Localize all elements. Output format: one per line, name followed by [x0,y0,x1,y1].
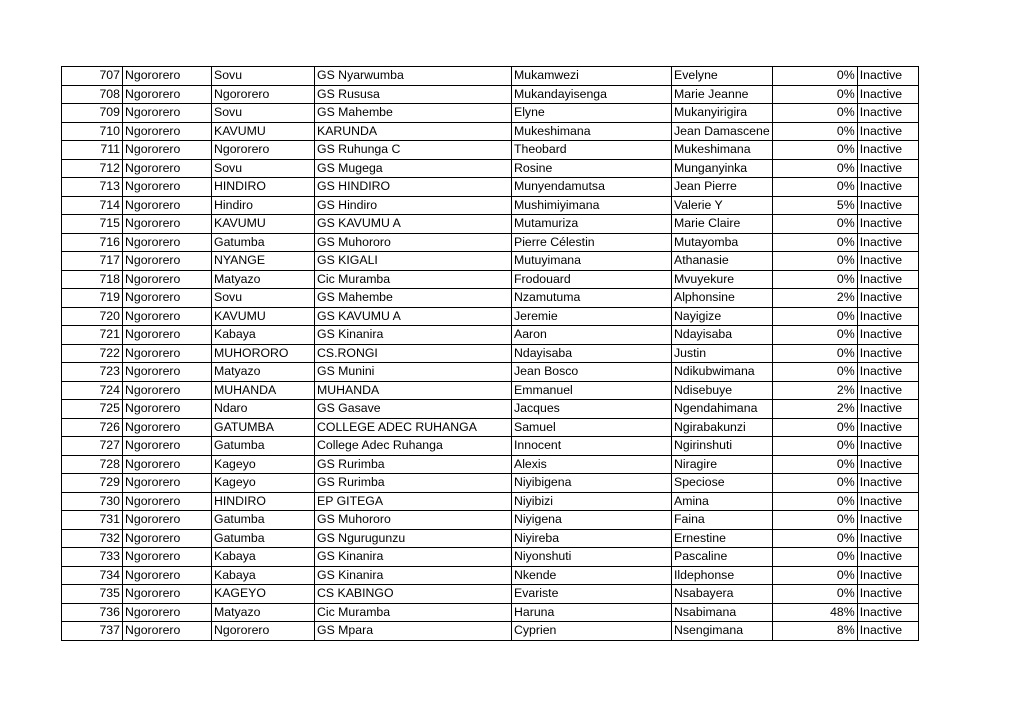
row-number-cell: 726 [62,418,123,437]
surname-cell: Aaron [512,326,672,345]
district-cell: Ngororero [123,381,212,400]
row-number-cell: 715 [62,215,123,234]
surname-cell: Niyibizi [512,492,672,511]
school-cell: Cic Muramba [315,603,512,622]
given-name-cell: Marie Claire [672,215,773,234]
given-name-cell: Ngendahimana [672,400,773,419]
given-name-cell: Jean Damascene [672,122,773,141]
school-cell: GS Muhororo [315,233,512,252]
district-cell: Ngororero [123,418,212,437]
school-cell: GS Mahembe [315,104,512,123]
given-name-cell: Speciose [672,474,773,493]
status-cell: Inactive [857,159,918,178]
progress-percent-cell: 2% [772,381,857,400]
progress-percent-cell: 0% [772,307,857,326]
district-cell: Ngororero [123,215,212,234]
school-cell: GS Hindiro [315,196,512,215]
district-cell: Ngororero [123,85,212,104]
district-cell: Ngororero [123,104,212,123]
table-row [62,344,919,363]
row-number-cell: 713 [62,178,123,197]
surname-cell: Alexis [512,455,672,474]
surname-cell: Niyonshuti [512,548,672,567]
district-cell: Ngororero [123,196,212,215]
school-cell: GS Rususa [315,85,512,104]
surname-cell: Niyibigena [512,474,672,493]
given-name-cell: Faina [672,511,773,530]
status-cell: Inactive [857,344,918,363]
given-name-cell: Alphonsine [672,289,773,308]
status-cell: Inactive [857,492,918,511]
status-cell: Inactive [857,455,918,474]
sector-cell: Gatumba [212,437,315,456]
given-name-cell: Ndikubwimana [672,363,773,382]
status-cell: Inactive [857,548,918,567]
row-number-cell: 727 [62,437,123,456]
surname-cell: Pierre Célestin [512,233,672,252]
district-cell: Ngororero [123,326,212,345]
surname-cell: Evariste [512,585,672,604]
row-number-cell: 731 [62,511,123,530]
table-row [62,418,919,437]
district-cell: Ngororero [123,122,212,141]
status-cell: Inactive [857,437,918,456]
given-name-cell: Ndisebuye [672,381,773,400]
sector-cell: Matyazo [212,270,315,289]
progress-percent-cell: 0% [772,566,857,585]
given-name-cell: Valerie Y [672,196,773,215]
progress-percent-cell: 8% [772,622,857,641]
sector-cell: Gatumba [212,529,315,548]
given-name-cell: Nsabimana [672,603,773,622]
progress-percent-cell: 0% [772,474,857,493]
district-cell: Ngororero [123,67,212,86]
sector-cell: KAGEYO [212,585,315,604]
row-number-cell: 722 [62,344,123,363]
given-name-cell: Nayigize [672,307,773,326]
district-cell: Ngororero [123,159,212,178]
status-cell: Inactive [857,529,918,548]
surname-cell: Emmanuel [512,381,672,400]
row-number-cell: 711 [62,141,123,160]
table-row [62,270,919,289]
progress-percent-cell: 0% [772,455,857,474]
progress-percent-cell: 0% [772,585,857,604]
school-cell: GS Rurimba [315,455,512,474]
surname-cell: Mukamwezi [512,67,672,86]
given-name-cell: Mukeshimana [672,141,773,160]
surname-cell: Jacques [512,400,672,419]
given-name-cell: Ngirinshuti [672,437,773,456]
progress-percent-cell: 0% [772,270,857,289]
surname-cell: Theobard [512,141,672,160]
sector-cell: Matyazo [212,603,315,622]
sector-cell: KAVUMU [212,307,315,326]
school-cell: GS Rurimba [315,474,512,493]
school-cell: GS Mpara [315,622,512,641]
status-cell: Inactive [857,178,918,197]
table-row [62,233,919,252]
row-number-cell: 735 [62,585,123,604]
progress-percent-cell: 0% [772,178,857,197]
given-name-cell: Mutayomba [672,233,773,252]
surname-cell: Mukandayisenga [512,85,672,104]
progress-percent-cell: 0% [772,492,857,511]
status-cell: Inactive [857,215,918,234]
district-cell: Ngororero [123,603,212,622]
table-row [62,381,919,400]
table-row [62,122,919,141]
table-row [62,141,919,160]
status-cell: Inactive [857,566,918,585]
given-name-cell: Niragire [672,455,773,474]
district-cell: Ngororero [123,511,212,530]
sector-cell: Kageyo [212,455,315,474]
surname-cell: Mushimiyimana [512,196,672,215]
district-cell: Ngororero [123,363,212,382]
sector-cell: Sovu [212,104,315,123]
sector-cell: GATUMBA [212,418,315,437]
district-cell: Ngororero [123,344,212,363]
table-row [62,178,919,197]
district-cell: Ngororero [123,529,212,548]
school-cell: COLLEGE ADEC RUHANGA [315,418,512,437]
sector-cell: Ngororero [212,141,315,160]
row-number-cell: 729 [62,474,123,493]
table-row [62,548,919,567]
surname-cell: Samuel [512,418,672,437]
progress-percent-cell: 2% [772,400,857,419]
status-cell: Inactive [857,622,918,641]
table-row [62,307,919,326]
table-row [62,437,919,456]
table-row [62,104,919,123]
surname-cell: Haruna [512,603,672,622]
progress-percent-cell: 0% [772,363,857,382]
row-number-cell: 732 [62,529,123,548]
surname-cell: Mutuyimana [512,252,672,271]
progress-percent-cell: 0% [772,233,857,252]
progress-percent-cell: 0% [772,529,857,548]
sector-cell: Ndaro [212,400,315,419]
status-cell: Inactive [857,67,918,86]
status-cell: Inactive [857,122,918,141]
row-number-cell: 737 [62,622,123,641]
given-name-cell: Nsabayera [672,585,773,604]
surname-cell: Frodouard [512,270,672,289]
sector-cell: HINDIRO [212,178,315,197]
progress-percent-cell: 0% [772,141,857,160]
progress-percent-cell: 0% [772,104,857,123]
progress-percent-cell: 0% [772,344,857,363]
surname-cell: Nkende [512,566,672,585]
status-cell: Inactive [857,585,918,604]
row-number-cell: 719 [62,289,123,308]
table-row [62,85,919,104]
school-cell: CS KABINGO [315,585,512,604]
district-cell: Ngororero [123,289,212,308]
school-cell: GS HINDIRO [315,178,512,197]
status-cell: Inactive [857,233,918,252]
given-name-cell: Jean Pierre [672,178,773,197]
sector-cell: Sovu [212,159,315,178]
district-cell: Ngororero [123,178,212,197]
school-cell: CS.RONGI [315,344,512,363]
sector-cell: Ngororero [212,85,315,104]
row-number-cell: 721 [62,326,123,345]
school-cell: GS Munini [315,363,512,382]
school-cell: GS Kinanira [315,326,512,345]
row-number-cell: 709 [62,104,123,123]
given-name-cell: Mukanyirigira [672,104,773,123]
school-cell: EP GITEGA [315,492,512,511]
sector-cell: Matyazo [212,363,315,382]
table-row [62,400,919,419]
sector-cell: MUHORORO [212,344,315,363]
sector-cell: HINDIRO [212,492,315,511]
sector-cell: Gatumba [212,511,315,530]
row-number-cell: 707 [62,67,123,86]
table-row [62,67,919,86]
school-cell: College Adec Ruhanga [315,437,512,456]
table-row [62,492,919,511]
sector-cell: Sovu [212,289,315,308]
status-cell: Inactive [857,418,918,437]
given-name-cell: Ndayisaba [672,326,773,345]
sector-cell: Kabaya [212,326,315,345]
status-cell: Inactive [857,363,918,382]
school-cell: GS Gasave [315,400,512,419]
row-number-cell: 712 [62,159,123,178]
district-cell: Ngororero [123,252,212,271]
school-cell: GS Mahembe [315,289,512,308]
progress-percent-cell: 0% [772,85,857,104]
school-cell: GS KAVUMU A [315,307,512,326]
surname-cell: Niyireba [512,529,672,548]
school-cell: KARUNDA [315,122,512,141]
row-number-cell: 728 [62,455,123,474]
surname-cell: Mukeshimana [512,122,672,141]
district-cell: Ngororero [123,548,212,567]
district-cell: Ngororero [123,585,212,604]
progress-percent-cell: 0% [772,159,857,178]
progress-percent-cell: 0% [772,67,857,86]
district-cell: Ngororero [123,141,212,160]
school-cell: GS Kinanira [315,566,512,585]
school-cell: MUHANDA [315,381,512,400]
district-cell: Ngororero [123,307,212,326]
sector-cell: Hindiro [212,196,315,215]
table-row [62,474,919,493]
table-row [62,566,919,585]
school-cell: GS Kinanira [315,548,512,567]
surname-cell: Mutamuriza [512,215,672,234]
row-number-cell: 723 [62,363,123,382]
given-name-cell: Amina [672,492,773,511]
row-number-cell: 718 [62,270,123,289]
district-cell: Ngororero [123,455,212,474]
given-name-cell: Ernestine [672,529,773,548]
progress-percent-cell: 0% [772,326,857,345]
status-cell: Inactive [857,196,918,215]
status-cell: Inactive [857,603,918,622]
table-row [62,159,919,178]
table-row [62,455,919,474]
sector-cell: KAVUMU [212,215,315,234]
district-cell: Ngororero [123,233,212,252]
progress-percent-cell: 5% [772,196,857,215]
table-row [62,603,919,622]
school-cell: Cic Muramba [315,270,512,289]
row-number-cell: 720 [62,307,123,326]
row-number-cell: 733 [62,548,123,567]
row-number-cell: 724 [62,381,123,400]
status-cell: Inactive [857,252,918,271]
school-cell: GS KAVUMU A [315,215,512,234]
status-cell: Inactive [857,326,918,345]
district-cell: Ngororero [123,400,212,419]
district-cell: Ngororero [123,492,212,511]
table-row [62,326,919,345]
progress-percent-cell: 0% [772,418,857,437]
status-cell: Inactive [857,104,918,123]
given-name-cell: Athanasie [672,252,773,271]
progress-percent-cell: 0% [772,437,857,456]
table-body [62,67,919,641]
table-row [62,585,919,604]
row-number-cell: 714 [62,196,123,215]
sector-cell: Sovu [212,67,315,86]
row-number-cell: 725 [62,400,123,419]
school-cell: GS KIGALI [315,252,512,271]
given-name-cell: Ngirabakunzi [672,418,773,437]
sector-cell: Gatumba [212,233,315,252]
district-cell: Ngororero [123,270,212,289]
surname-cell: Jeremie [512,307,672,326]
given-name-cell: Munganyinka [672,159,773,178]
table-row [62,363,919,382]
given-name-cell: Ildephonse [672,566,773,585]
sector-cell: Kabaya [212,548,315,567]
given-name-cell: Mvuyekure [672,270,773,289]
status-cell: Inactive [857,289,918,308]
row-number-cell: 708 [62,85,123,104]
status-cell: Inactive [857,511,918,530]
row-number-cell: 710 [62,122,123,141]
school-cell: GS Mugega [315,159,512,178]
district-cell: Ngororero [123,622,212,641]
row-number-cell: 716 [62,233,123,252]
progress-percent-cell: 0% [772,548,857,567]
district-cell: Ngororero [123,566,212,585]
surname-cell: Niyigena [512,511,672,530]
status-cell: Inactive [857,141,918,160]
given-name-cell: Pascaline [672,548,773,567]
table-row [62,622,919,641]
surname-cell: Jean Bosco [512,363,672,382]
surname-cell: Elyne [512,104,672,123]
surname-cell: Cyprien [512,622,672,641]
school-cell: GS Muhororo [315,511,512,530]
progress-percent-cell: 0% [772,252,857,271]
table-row [62,289,919,308]
progress-percent-cell: 0% [772,215,857,234]
sector-cell: Kageyo [212,474,315,493]
sector-cell: KAVUMU [212,122,315,141]
progress-percent-cell: 0% [772,511,857,530]
status-cell: Inactive [857,400,918,419]
table-row [62,511,919,530]
table-row [62,252,919,271]
given-name-cell: Justin [672,344,773,363]
surname-cell: Nzamutuma [512,289,672,308]
progress-percent-cell: 48% [772,603,857,622]
district-cell: Ngororero [123,474,212,493]
row-number-cell: 736 [62,603,123,622]
given-name-cell: Nsengimana [672,622,773,641]
sector-cell: Kabaya [212,566,315,585]
sector-cell: NYANGE [212,252,315,271]
row-number-cell: 717 [62,252,123,271]
status-cell: Inactive [857,307,918,326]
sector-cell: Ngororero [212,622,315,641]
row-number-cell: 730 [62,492,123,511]
surname-cell: Rosine [512,159,672,178]
school-cell: GS Ngurugunzu [315,529,512,548]
status-cell: Inactive [857,381,918,400]
given-name-cell: Evelyne [672,67,773,86]
table-row [62,196,919,215]
table-row [62,215,919,234]
school-cell: GS Nyarwumba [315,67,512,86]
status-cell: Inactive [857,85,918,104]
status-cell: Inactive [857,270,918,289]
status-cell: Inactive [857,474,918,493]
sector-cell: MUHANDA [212,381,315,400]
progress-percent-cell: 0% [772,122,857,141]
row-number-cell: 734 [62,566,123,585]
district-cell: Ngororero [123,437,212,456]
surname-cell: Ndayisaba [512,344,672,363]
progress-percent-cell: 2% [772,289,857,308]
teacher-table [61,66,919,641]
table-row [62,529,919,548]
surname-cell: Munyendamutsa [512,178,672,197]
surname-cell: Innocent [512,437,672,456]
school-cell: GS Ruhunga C [315,141,512,160]
given-name-cell: Marie Jeanne [672,85,773,104]
